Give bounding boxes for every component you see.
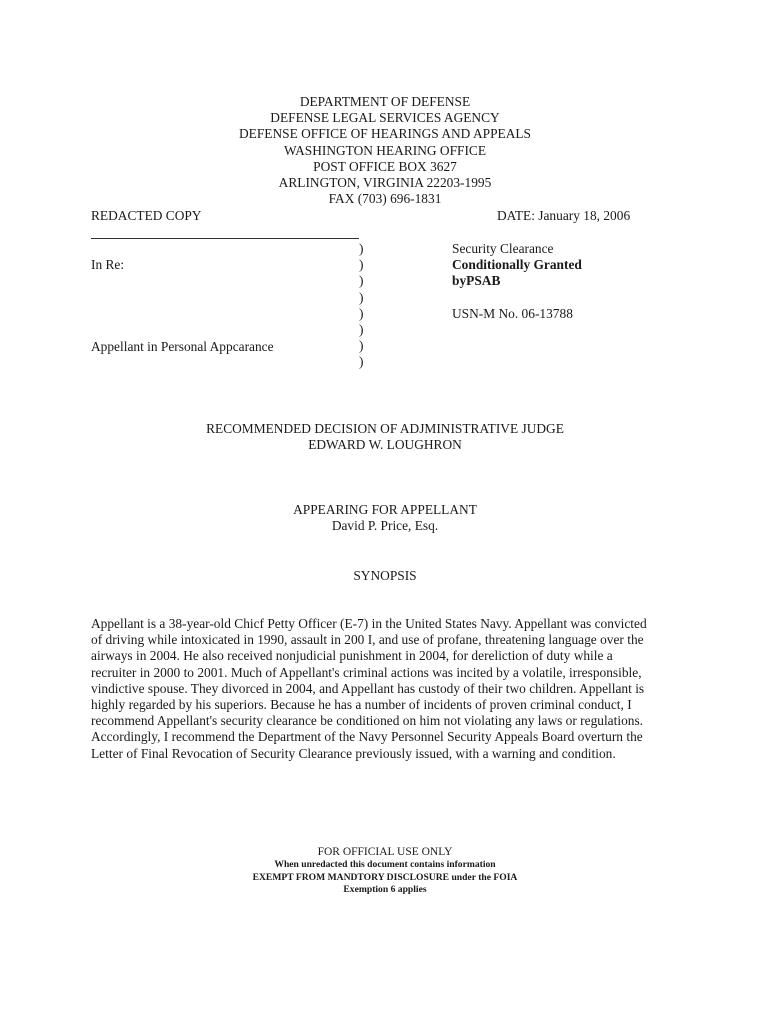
paren: ) xyxy=(359,322,364,338)
header-line: WASHINGTON HEARING OFFICE xyxy=(283,142,487,158)
paren: ) xyxy=(359,257,364,273)
synopsis-paragraph xyxy=(91,616,671,762)
header-line: POST OFFICE BOX 3627 xyxy=(313,158,457,174)
synopsis-line: Appellant is a 38-year-old Chicf Petty Officer (E-7) in the United States Navy. Appellant was convicted xyxy=(91,616,647,631)
synopsis-line: Letter of Final Revocation of Security Clearance previously issued, with a warning and condition. xyxy=(91,745,616,761)
clearance-status: Conditionally Granted xyxy=(452,257,582,273)
synopsis-line: recruiter in 2000 to 2001. Much of Appellant's criminal actions was incited by a volatile, irresponsible, xyxy=(91,664,642,680)
synopsis-line: Accordingly, I recommend the Department of the Navy Personnel Security Appeals Board overturn the xyxy=(91,729,643,745)
synopsis-heading: SYNOPSIS xyxy=(353,568,417,583)
case-number: USN-M No. 06-13788 xyxy=(452,305,573,321)
agency-header xyxy=(0,94,770,207)
footer-line: EXEMPT FROM MANDTORY DISCLOSURE under the FOIA xyxy=(252,871,518,883)
judge-name: EDWARD W. LOUGHRON xyxy=(308,437,462,453)
caption-rule xyxy=(91,238,359,239)
header-line: ARLINGTON, VIRGINIA 22203-1995 xyxy=(278,175,492,191)
header-line: DEPARTMENT OF DEFENSE xyxy=(299,94,471,109)
header-line: DEFENSE OFFICE OF HEARINGS AND APPEALS xyxy=(238,126,532,142)
paren: ) xyxy=(359,273,364,289)
header-line: DEFENSE LEGAL SERVICES AGENCY xyxy=(270,110,500,126)
paren: ) xyxy=(359,338,364,354)
document-date: DATE: January 18, 2006 xyxy=(497,208,631,223)
appellant-label: Appellant in Personal Appcarance xyxy=(91,339,274,354)
footer-official-use: FOR OFFICIAL USE ONLY xyxy=(317,846,453,858)
synopsis-line: of driving while intoxicated in 1990, assault in 200 I, and use of profane, threatening language over the xyxy=(91,632,644,648)
clearance-label: Security Clearance xyxy=(452,241,554,256)
paren: ) xyxy=(359,289,364,305)
appearing-block xyxy=(0,502,770,534)
footer-notice xyxy=(0,845,770,897)
case-info xyxy=(452,241,582,322)
synopsis-line: airways in 2004. He also received nonjudicial punishment in 2004, for dereliction of duty while a xyxy=(91,648,613,664)
synopsis-line: highly regarded by his superiors. Because he has a number of incidents of proven criminal conduct, I xyxy=(91,697,632,713)
synopsis-line: vindictive spouse. They divorced in 2004, and Appellant has custody of their two children. Appellant is xyxy=(91,680,645,696)
redacted-label: REDACTED COPY xyxy=(91,208,202,223)
decision-title-line: RECOMMENDED DECISION OF ADJMINISTRATIVE JUDGE xyxy=(206,421,564,436)
decision-title xyxy=(0,421,770,453)
header-line: FAX (703) 696-1831 xyxy=(328,191,442,207)
appearing-heading: APPEARING FOR APPELLANT xyxy=(293,502,477,517)
synopsis-line: recommend Appellant's security clearance be conditioned on him not violating any laws or regulations. xyxy=(91,713,644,729)
paren: ) xyxy=(359,354,364,370)
paren: ) xyxy=(359,241,364,256)
in-re-label: In Re: xyxy=(91,257,125,272)
footer-line: When unredacted this document contains information xyxy=(274,859,496,870)
clearance-status-by: byPSAB xyxy=(452,273,501,289)
footer-line: Exemption 6 applies xyxy=(343,884,427,896)
counsel-name: David P. Price, Esq. xyxy=(331,518,439,534)
paren: ) xyxy=(359,305,364,321)
caption-parens xyxy=(359,241,363,371)
